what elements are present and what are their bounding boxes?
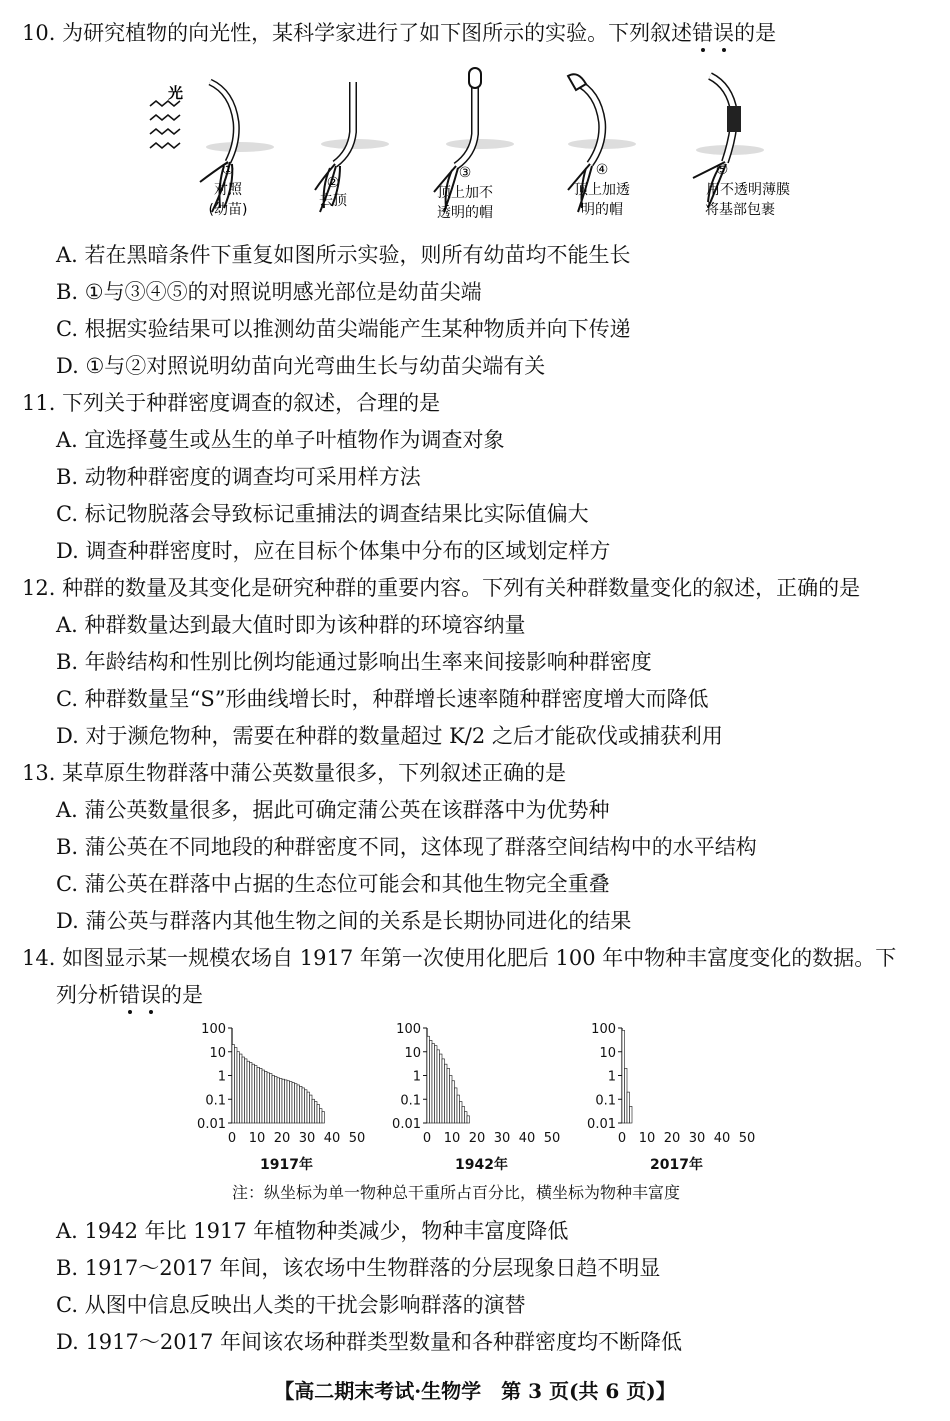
q12-stem: 12. 种群的数量及其变化是研究种群的重要内容。下列有关种群数量变化的叙述，正确的是	[22, 576, 861, 600]
chart-0-bar	[277, 1078, 280, 1123]
chart-1-x-tick-label: 30	[493, 1131, 511, 1146]
chart-0-bar	[295, 1084, 298, 1123]
chart-0-bar	[282, 1079, 285, 1123]
chart-1-bar	[455, 1088, 458, 1123]
chart-0-bar	[302, 1088, 305, 1123]
q10-option-a: A. 若在黑暗条件下重复如图所示实验，则所有幼苗均不能生长	[56, 243, 631, 267]
q13-option-c: C. 蒲公英在群落中占据的生态位可能会和其他生物完全重叠	[56, 872, 610, 896]
chart-0-bar	[297, 1085, 300, 1123]
q14-emphasis: 错误	[119, 983, 161, 1007]
emphasis-dot	[149, 1010, 153, 1014]
q11-option-c: C. 标记物脱落会导致标记重捕法的调查结果比实际值偏大	[56, 502, 589, 526]
q14-stem-line1: 14. 如图显示某一规模农场自 1917 年第一次使用化肥后 100 年中物种丰富度变化的数据。下	[22, 946, 897, 970]
q11-option-d: D. 调查种群密度时，应在目标个体集中分布的区域划定样方	[56, 539, 611, 563]
chart-2-bar	[627, 1092, 630, 1123]
chart-1-bar	[442, 1059, 445, 1123]
chart-1-y-tick-label: 1	[412, 1069, 421, 1085]
light-wave-icon	[150, 101, 180, 148]
q14-option-a: A. 1942 年比 1917 年植物种类减少，物种丰富度降低	[56, 1219, 569, 1243]
chart-1-bar	[462, 1106, 465, 1123]
chart-note: 注：纵坐标为单一物种总干重所占百分比，横坐标为物种丰富度	[232, 1183, 681, 1202]
chart-1-bar	[450, 1076, 453, 1124]
seedling-4-caption: 顶上加透	[574, 182, 630, 198]
chart-1-bar	[427, 1036, 430, 1123]
chart-0-y-tick-label: 1	[217, 1069, 226, 1085]
chart-1-y-tick-label: 10	[404, 1045, 421, 1061]
q12-option-d: D. 对于濒危物种，需要在种群的数量超过 K/2 之后才能砍伐或捕获利用	[56, 724, 723, 748]
chart-0-bar	[257, 1067, 260, 1123]
species-richness-charts	[190, 1018, 770, 1178]
chart-1-bar	[445, 1064, 448, 1123]
chart-0-bar	[237, 1052, 240, 1123]
chart-2-y-tick-label: 1	[607, 1069, 616, 1085]
q11-stem: 11. 下列关于种群密度调查的叙述，合理的是	[22, 391, 441, 415]
chart-0-x-tick-label: 40	[323, 1131, 341, 1146]
q14-option-b: B. 1917～2017 年间，该农场中生物群落的分层现象日趋不明显	[56, 1256, 661, 1280]
seedling-5-number: ⑤	[715, 162, 729, 178]
chart-2-x-tick-label: 0	[617, 1131, 627, 1146]
chart-1-y-tick-label: 0.1	[400, 1093, 421, 1109]
chart-0-y-tick-label: 0.1	[205, 1093, 226, 1109]
chart-2-x-tick-label: 20	[663, 1131, 681, 1146]
chart-2-y-tick-label: 100	[591, 1022, 616, 1037]
chart-0-bar	[275, 1077, 278, 1123]
chart-1-bar	[467, 1116, 470, 1123]
chart-1-bar	[440, 1054, 443, 1123]
emphasis-dot	[701, 48, 705, 52]
chart-2-bar	[630, 1106, 633, 1123]
seedling-3-caption: 顶上加不	[437, 185, 493, 201]
chart-1-x-tick-label: 10	[443, 1131, 461, 1146]
seedling-3-number: ③	[458, 165, 472, 181]
chart-1-bar	[460, 1102, 463, 1123]
chart-0-y-tick-label: 100	[201, 1022, 226, 1037]
chart-0-bar	[315, 1102, 318, 1123]
chart-0-x-tick-label: 30	[298, 1131, 316, 1146]
chart-1-title: 1942年	[455, 1157, 508, 1173]
chart-0-bar	[247, 1061, 250, 1123]
chart-0-bar	[285, 1080, 288, 1123]
chart-0-bar	[290, 1082, 293, 1123]
chart-0-bar	[260, 1068, 263, 1123]
chart-0-bar	[305, 1090, 308, 1123]
chart-1-bar	[435, 1046, 438, 1123]
chart-2-x-tick-label: 30	[688, 1131, 706, 1146]
q10-option-c: C. 根据实验结果可以推测幼苗尖端能产生某种物质并向下传递	[56, 317, 631, 341]
chart-0-title: 1917年	[260, 1157, 313, 1173]
chart-1-x-tick-label: 0	[422, 1131, 432, 1146]
chart-0-bar	[245, 1059, 248, 1123]
seedling-1-caption: 对照	[214, 182, 242, 198]
q13-stem: 13. 某草原生物群落中蒲公英数量很多，下列叙述正确的是	[22, 761, 567, 785]
chart-0-y-tick-label: 10	[209, 1045, 226, 1061]
seedling-4-number: ④	[595, 162, 609, 178]
chart-2-x-tick-label: 40	[713, 1131, 731, 1146]
seedling-2-number: ②	[326, 175, 340, 191]
q10-option-b: B. ①与③④⑤的对照说明感光部位是幼苗尖端	[56, 280, 482, 304]
chart-0-bar	[322, 1112, 325, 1123]
chart-0-bar	[267, 1073, 270, 1123]
seedling-3-caption-2: 透明的帽	[437, 205, 493, 221]
chart-0-bar	[240, 1054, 243, 1123]
chart-0-bar	[272, 1076, 275, 1124]
q12-option-b: B. 年龄结构和性别比例均能通过影响出生率来间接影响种群密度	[56, 650, 652, 674]
seedling-4-caption-2: 明的帽	[581, 202, 623, 218]
q14-stem-line2: 列分析错误 的是	[56, 982, 203, 1008]
q11-option-b: B. 动物种群密度的调查均可采用样方法	[56, 465, 421, 489]
chart-0-bar	[255, 1066, 258, 1123]
chart-1-x-tick-label: 20	[468, 1131, 486, 1146]
chart-1-bar	[452, 1081, 455, 1123]
seedling-2-caption: 去顶	[319, 193, 347, 209]
chart-0-bar	[312, 1099, 315, 1123]
chart-1-bar	[437, 1050, 440, 1123]
chart-2-y-tick-label: 0.01	[587, 1117, 616, 1132]
chart-0-bar	[280, 1078, 283, 1123]
q14-option-c: C. 从图中信息反映出人类的干扰会影响群落的演替	[56, 1293, 526, 1317]
q10-option-d: D. ①与②对照说明幼苗向光弯曲生长与幼苗尖端有关	[56, 354, 546, 378]
chart-0-bar	[262, 1070, 265, 1123]
chart-0-bar	[265, 1071, 268, 1123]
chart-1-bar	[465, 1112, 468, 1123]
chart-2-bar	[622, 1030, 625, 1123]
chart-0-x-tick-label: 50	[348, 1131, 366, 1146]
chart-1-x-tick-label: 50	[543, 1131, 561, 1146]
chart-1-x-tick-label: 40	[518, 1131, 536, 1146]
chart-0-bar	[287, 1081, 290, 1123]
chart-2-y-tick-label: 10	[599, 1045, 616, 1061]
q13-option-b: B. 蒲公英在不同地段的种群密度不同，这体现了群落空间结构中的水平结构	[56, 835, 757, 859]
q10-stem: 10. 为研究植物的向光性，某科学家进行了如下图所示的实验。下列叙述错误 的是	[22, 20, 776, 46]
chart-1-bar	[432, 1044, 435, 1123]
chart-0-bar	[310, 1095, 313, 1123]
seedling-experiment-figure	[140, 62, 820, 232]
chart-1-y-tick-label: 100	[396, 1022, 421, 1037]
chart-0-x-tick-label: 10	[248, 1131, 266, 1146]
q11-option-a: A. 宜选择蔓生或丛生的单子叶植物作为调查对象	[56, 428, 505, 452]
seedling-1-caption-2: (幼苗)	[208, 202, 248, 218]
chart-0-bar	[300, 1086, 303, 1123]
chart-0-y-tick-label: 0.01	[197, 1117, 226, 1132]
light-label: 光	[168, 84, 184, 102]
seedling-1-number: ①	[221, 162, 235, 178]
chart-0-bar	[242, 1057, 245, 1123]
chart-0-bar	[320, 1109, 323, 1123]
chart-2-bar	[625, 1068, 628, 1123]
chart-0-bar	[307, 1092, 310, 1123]
chart-2-x-tick-label: 10	[638, 1131, 656, 1146]
chart-1-bar	[430, 1040, 433, 1123]
chart-0-x-tick-label: 0	[227, 1131, 237, 1146]
q10-emphasis: 错误	[692, 21, 734, 45]
emphasis-dot	[128, 1010, 132, 1014]
seedling-5-caption-2: 将基部包裹	[705, 202, 775, 218]
chart-0-bar	[292, 1083, 295, 1123]
chart-2-y-tick-label: 0.1	[595, 1093, 616, 1109]
chart-1-bar	[447, 1068, 450, 1123]
q12-option-c: C. 种群数量呈“S”形曲线增长时，种群增长速率随种群密度增大而降低	[56, 687, 709, 711]
chart-1-bar	[457, 1095, 460, 1123]
chart-0-x-tick-label: 20	[273, 1131, 291, 1146]
chart-0-bar	[232, 1045, 235, 1123]
chart-1-y-tick-label: 0.01	[392, 1117, 421, 1132]
q13-option-a: A. 蒲公英数量很多，据此可确定蒲公英在该群落中为优势种	[56, 798, 610, 822]
chart-0-bar	[252, 1064, 255, 1123]
q13-option-d: D. 蒲公英与群落内其他生物之间的关系是长期协同进化的结果	[56, 909, 632, 933]
chart-2-x-tick-label: 50	[738, 1131, 756, 1146]
chart-2-title: 2017年	[650, 1157, 703, 1173]
page-footer: 【高二期末考试·生物学 第 3 页(共 6 页)】	[274, 1379, 676, 1403]
q12-option-a: A. 种群数量达到最大值时即为该种群的环境容纳量	[56, 613, 526, 637]
chart-0-bar	[317, 1105, 320, 1123]
chart-0-bar	[235, 1048, 238, 1123]
q14-option-d: D. 1917～2017 年间该农场种群类型数量和各种群密度均不断降低	[56, 1330, 682, 1354]
chart-0-bar	[250, 1063, 253, 1123]
emphasis-dot	[722, 48, 726, 52]
seedling-5-caption: 用不透明薄膜	[706, 182, 790, 198]
chart-0-bar	[270, 1074, 273, 1123]
